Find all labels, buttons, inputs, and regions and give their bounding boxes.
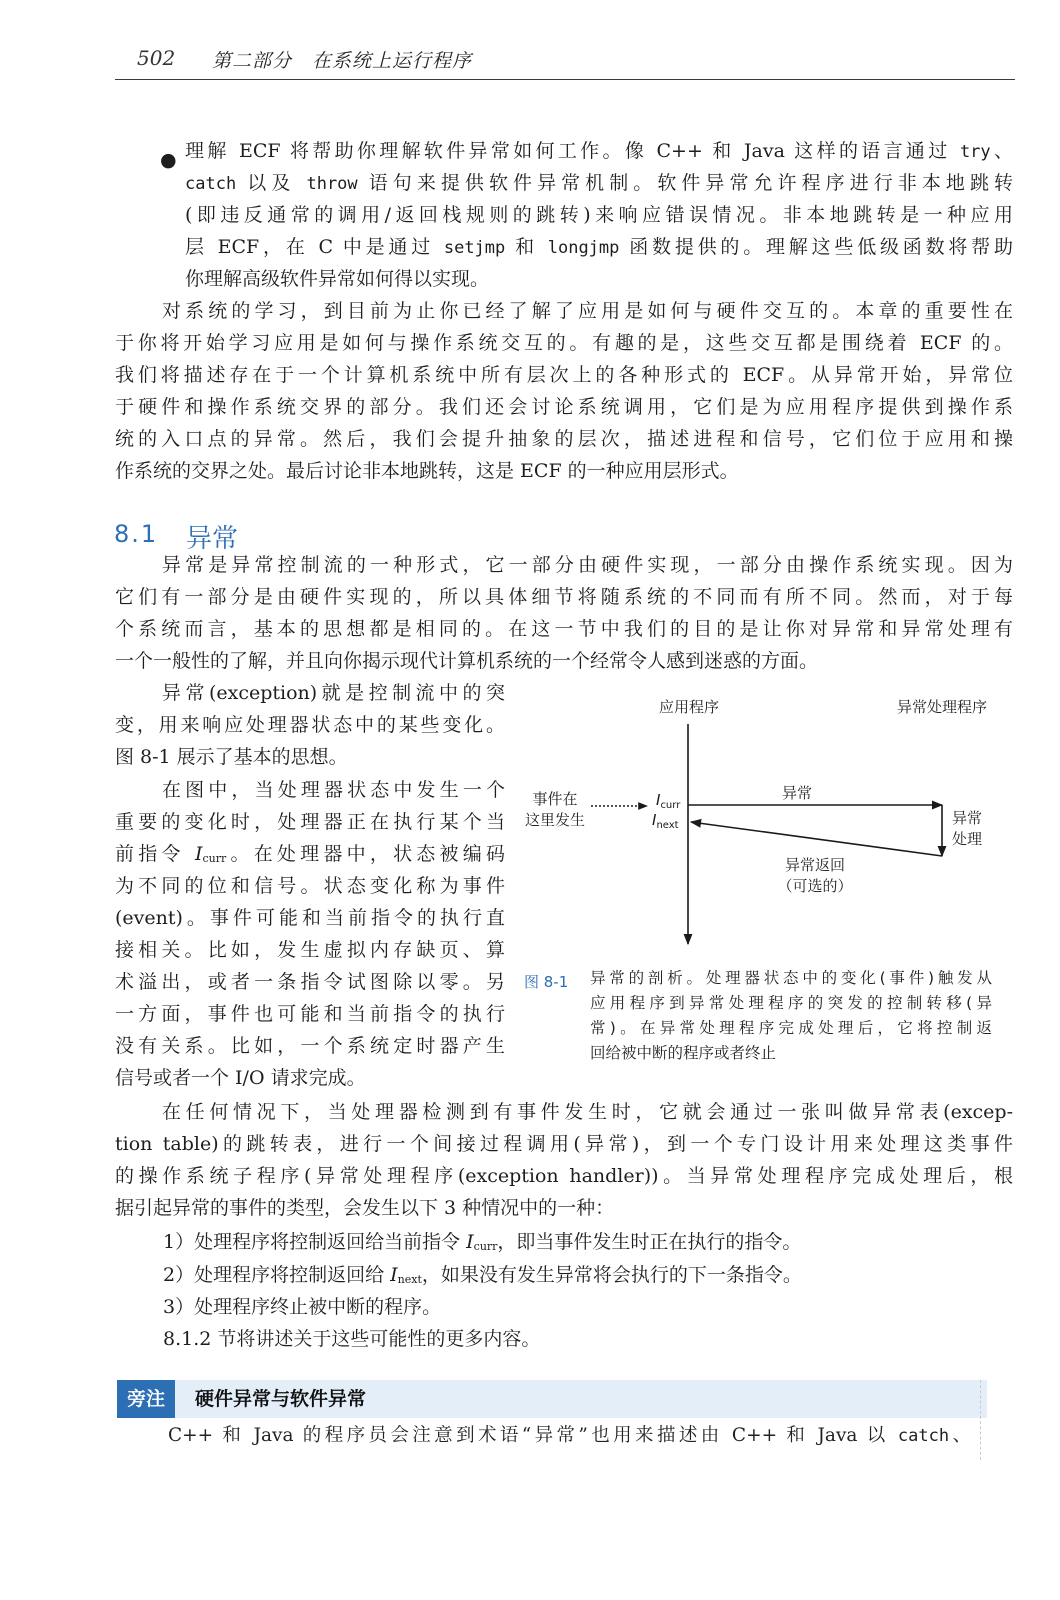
figure-caption-line: 常)。在异常处理程序完成处理后，它将控制返 [590,1019,992,1037]
body-line: 图 8-1 展示了基本的思想。 [115,746,348,768]
body-line: 没有关系。比如，一个系统定时器产生 [115,1035,505,1057]
event-label: 事件在 [532,790,578,808]
body-line: 它们有一部分是由硬件实现的，所以具体细节将随系统的不同而有所不同。然而，对于每 [115,586,1013,608]
app-label: 应用程序 [658,698,720,716]
bullet-line: (即违反通常的调用/返回栈规则的跳转)来响应错误情况。非本地跳转是一种应用 [185,204,1013,226]
body-line: 我们将描述存在于一个计算机系统中所有层次上的各种形式的 ECF。从异常开始，异常位 [115,364,1013,386]
aside-edge [980,1380,981,1460]
body-line: 异常(exception)就是控制流中的突 [162,682,505,704]
return-label: 异常返回 [784,856,846,874]
section-number: 8.1 [114,520,159,548]
list-item: 1）处理程序将控制返回给当前指令 Icurr，即当事件发生时正在执行的指令。 [163,1231,802,1253]
bullet-line: catch 以及 throw 语句来提供软件异常机制。软件异常允许程序进行非本地跳转 [185,172,1013,194]
body-line: 统的入口点的异常。然后，我们会提升抽象的层次，描述进程和信号，它们位于应用和操 [115,428,1013,450]
bullet-line: 理解 ECF 将帮助你理解软件异常如何工作。像 C++ 和 Java 这样的语言通过 try、 [185,140,1013,162]
body-line: 异常是异常控制流的一种形式，它一部分由硬件实现，一部分由操作系统实现。因为 [162,554,1013,576]
figure-caption-line: 回给被中断的程序或者终止 [590,1044,777,1062]
bullet-line: 你理解高级软件异常如何得以实现。 [185,268,490,290]
exception-label: 异常 [781,784,813,802]
exception-anatomy-figure [515,690,1015,990]
list-item: 2）处理程序将控制返回给 Inext，如果没有发生异常将会执行的下一条指令。 [163,1264,802,1286]
body-line: 作系统的交界之处。最后讨论非本地跳转，这是 ECF 的一种应用层形式。 [115,460,739,482]
body-line: (event)。事件可能和当前指令的执行直 [115,907,505,929]
body-line: 信号或者一个 I/O 请求完成。 [115,1067,366,1089]
page-number: 502 [137,46,176,70]
body-line: 为不同的位和信号。状态变化称为事件 [115,875,505,897]
figure-caption-label: 图 8-1 [524,973,569,991]
body-line: 在图中，当处理器状态中发生一个 [162,779,505,801]
bullet-line: 层 ECF，在 C 中是通过 setjmp 和 longjmp 函数提供的。理解这些低级函数将帮助 [185,236,1013,258]
return-arrow [691,822,942,856]
figure-caption-line: 应用程序到异常处理程序的突发的控制转移(异 [590,994,992,1012]
handler-label: 异常处理程序 [896,698,988,716]
body-line: 前指令 Icurr。在处理器中，状态被编码 [115,843,505,865]
body-line: tion table)的跳转表，进行一个间接过程调用(异常)，到一个专门设计用来处理这类事件 [115,1133,1013,1155]
icurr-label: $I_{curr}$ [656,791,681,811]
closing-line: 8.1.2 节将讲述关于这些可能性的更多内容。 [163,1328,541,1350]
body-line: 一个一般性的了解，并且向你揭示现代计算机系统的一个经常令人感到迷惑的方面。 [115,650,819,672]
body-line: 变，用来响应处理器状态中的某些变化。 [115,714,505,736]
body-line: 接相关。比如，发生虚拟内存缺页、算 [115,939,505,961]
aside-line: C++ 和 Java 的程序员会注意到术语“异常”也用来描述由 C++ 和 Java 以 catch、 [168,1425,971,1446]
return-label: （可选的） [777,877,853,895]
body-line: 术溢出，或者一条指令试图除以零。另 [115,971,505,993]
list-item: 3）处理程序终止被中断的程序。 [163,1296,442,1318]
inext-label: $I_{next}$ [652,811,679,831]
processing-label: 处理 [951,830,983,848]
section-title: 异常 [186,524,239,554]
body-line: 据引起异常的事件的类型，会发生以下 3 种情况中的一种： [115,1197,615,1219]
aside-title: 硬件异常与软件异常 [195,1388,367,1410]
body-line: 于硬件和操作系统交界的部分。我们还会讨论系统调用，它们是为应用程序提供到操作系 [115,396,1013,418]
event-label: 这里发生 [524,811,586,829]
body-line: 对系统的学习，到目前为止你已经了解了应用是如何与硬件交互的。本章的重要性在 [162,300,1013,322]
bullet-marker: ● [160,149,177,171]
body-line: 个系统而言，基本的思想都是相同的。在这一节中我们的目的是让你对异常和异常处理有 [115,618,1013,640]
body-line: 的操作系统子程序(异常处理程序(exception handler))。当异常处理程序完成处理后，根 [115,1165,1013,1187]
body-line: 一方面，事件也可能和当前指令的执行 [115,1003,505,1025]
body-line: 重要的变化时，处理器正在执行某个当 [115,811,505,833]
processing-label: 异常 [951,809,983,827]
body-line: 在任何情况下，当处理器检测到有事件发生时，它就会通过一张叫做异常表(excep- [162,1101,1013,1123]
figure-caption-line: 异常的剖析。处理器状态中的变化(事件)触发从 [590,969,992,987]
body-line: 于你将开始学习应用是如何与操作系统交互的。有趣的是，这些交互都是围绕着 ECF 的。 [115,332,1013,354]
header-rule [115,79,1015,80]
part-title: 第二部分 在系统上运行程序 [212,50,473,72]
aside-tag: 旁注 [117,1380,175,1418]
